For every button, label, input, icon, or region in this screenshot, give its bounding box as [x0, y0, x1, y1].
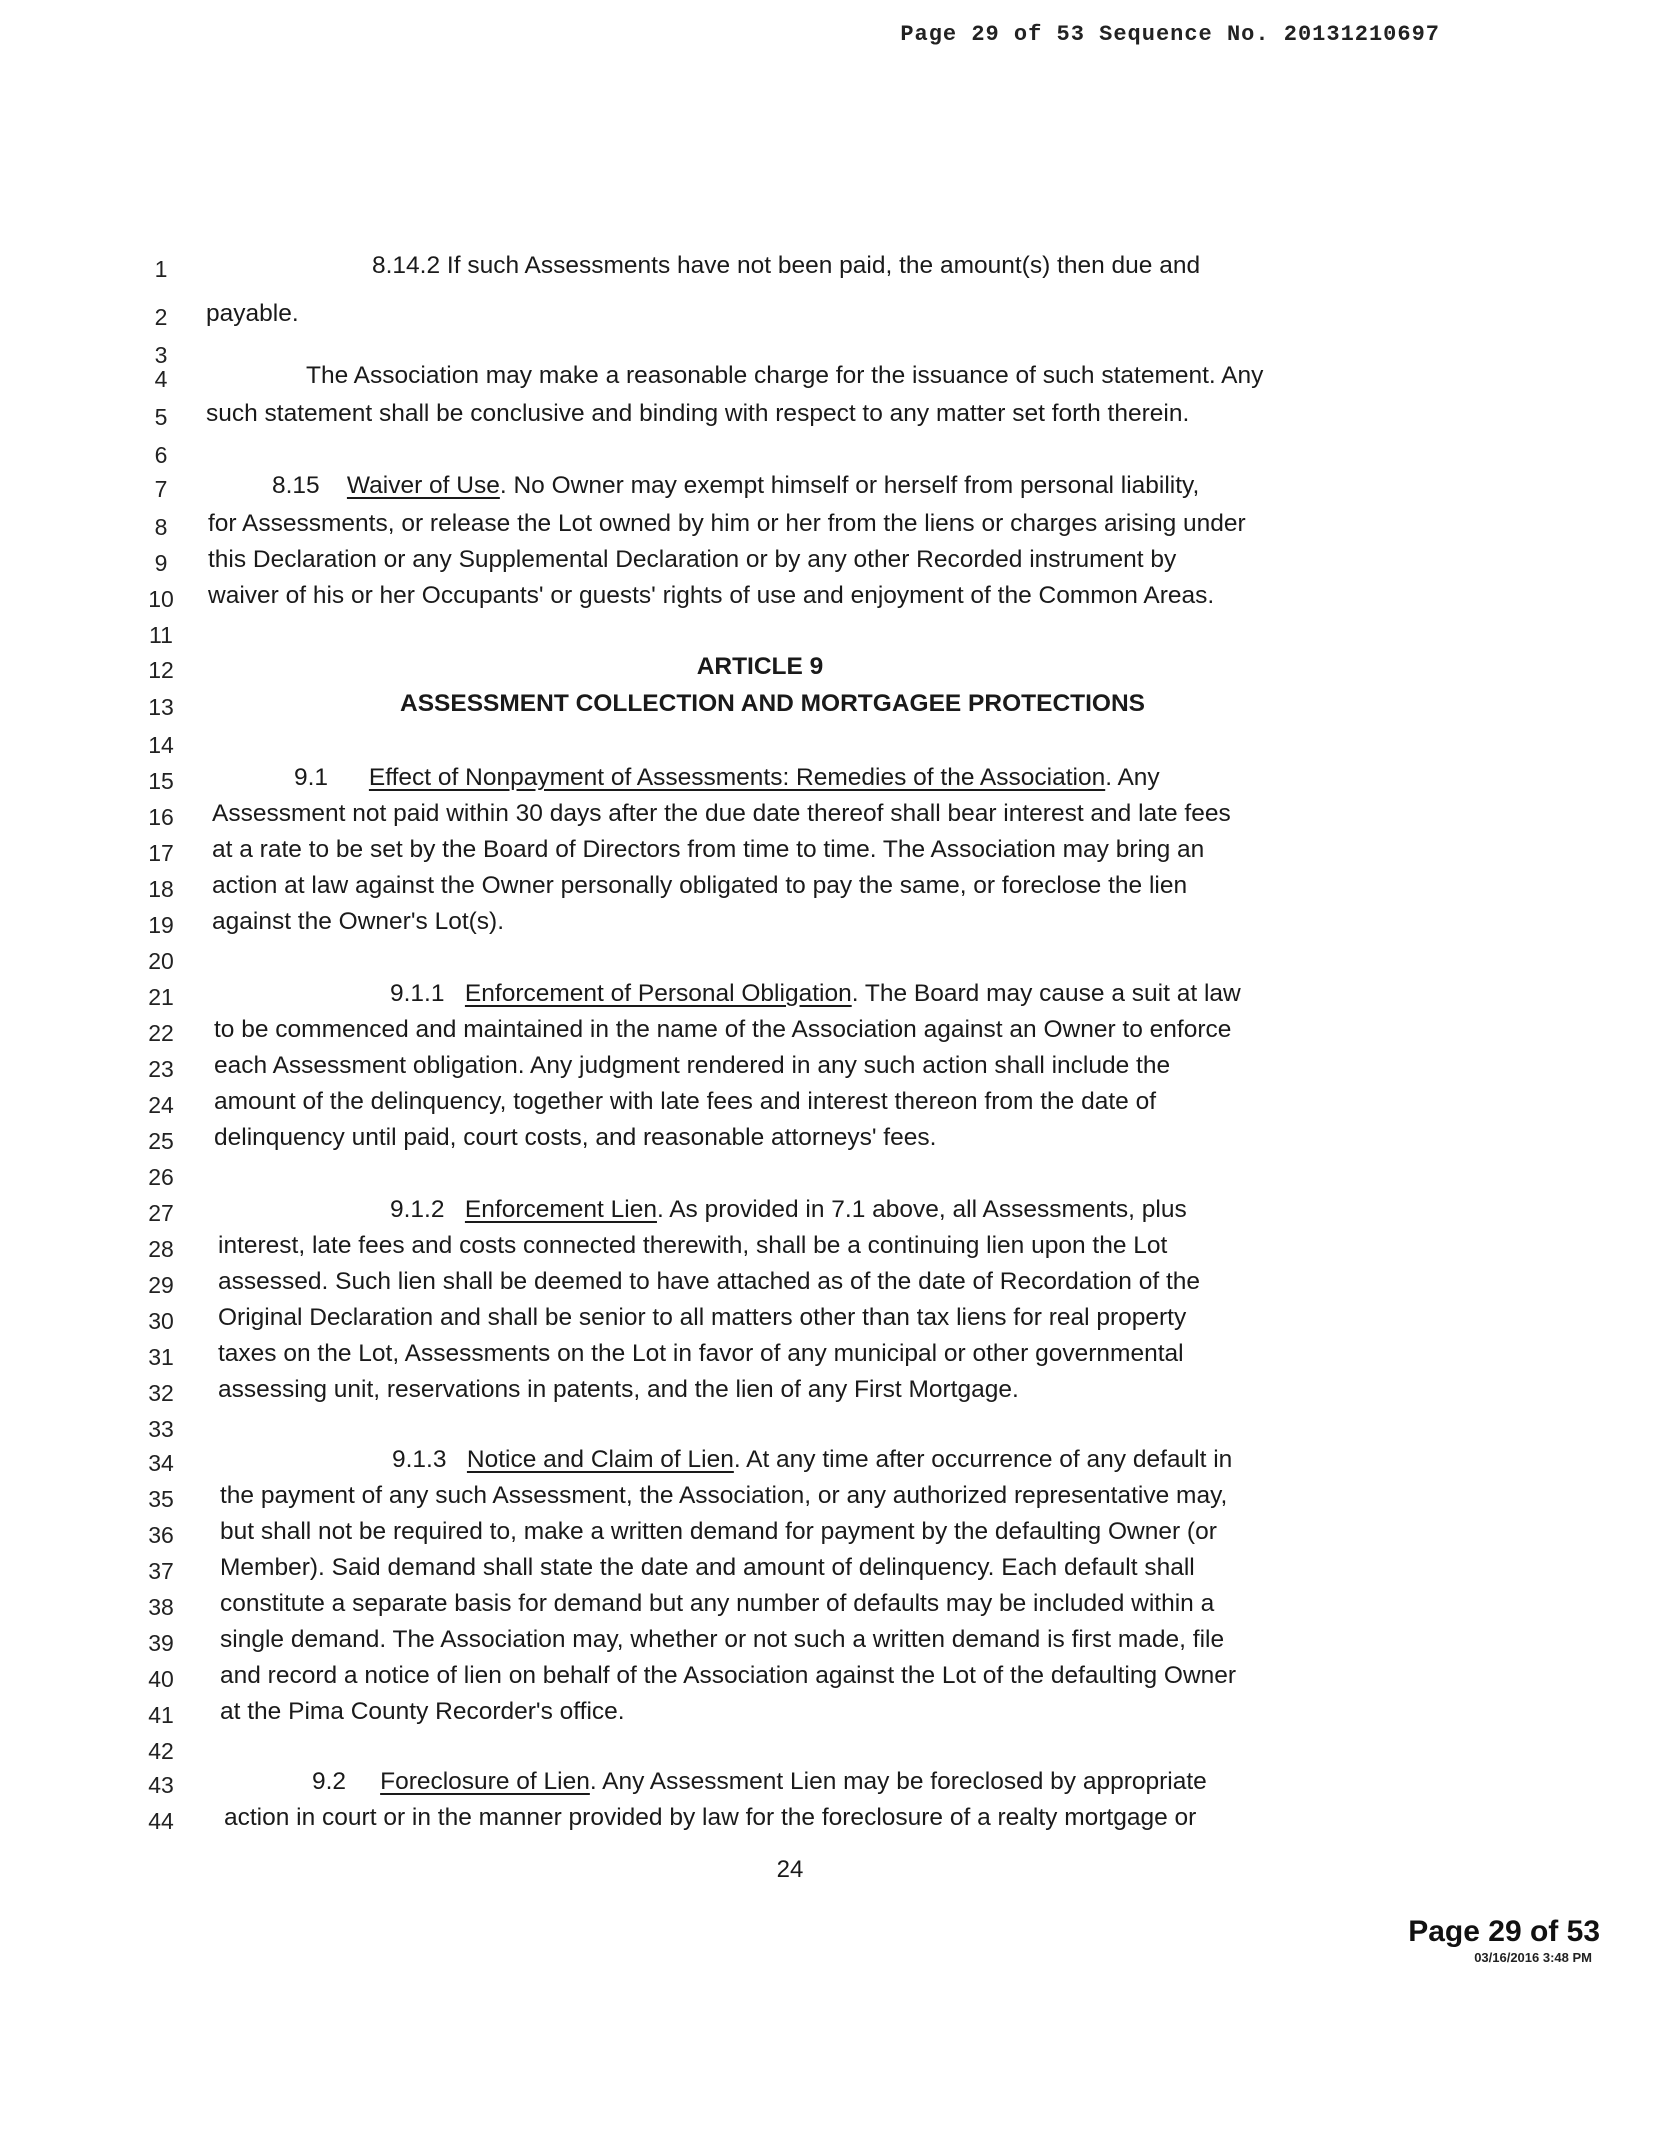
text-line-41: at the Pima County Recorder's office. — [220, 1698, 625, 1725]
line-number: 21 — [148, 984, 174, 1010]
line-number: 25 — [148, 1128, 174, 1154]
text-line-29: assessed. Such lien shall be deemed to have attached as of the date of Recordation of the — [218, 1268, 1201, 1295]
line-number: 13 — [148, 694, 174, 720]
line-number: 31 — [148, 1344, 174, 1370]
line-number: 9 — [154, 550, 168, 576]
sequence-header: Page 29 of 53 Sequence No. 20131210697 — [900, 22, 1440, 47]
line-number: 40 — [148, 1666, 174, 1692]
line-number: 29 — [148, 1272, 174, 1298]
section-number: 9.1 — [294, 764, 329, 791]
line-number: 5 — [154, 404, 168, 430]
line-number: 18 — [148, 876, 174, 902]
line-number: 6 — [154, 442, 168, 468]
section-title: Waiver of Use — [346, 472, 500, 499]
line-number: 37 — [148, 1558, 174, 1584]
line-number: 39 — [148, 1630, 174, 1656]
page-number: 24 — [776, 1856, 804, 1883]
text-line-40: and record a notice of lien on behalf of the Association against the Lot of the defaulting Owner — [220, 1662, 1237, 1689]
line-number: 3 — [154, 342, 168, 368]
section-9-1-2-line — [390, 1198, 1187, 1223]
text-line-38: constitute a separate basis for demand but any number of defaults may be included within a — [220, 1590, 1215, 1617]
text-line-2: payable. — [206, 300, 299, 327]
text-line-36: but shall not be required to, make a written demand for payment by the defaulting Owner (or — [220, 1518, 1217, 1545]
section-text: . At any time after occurrence of any default in — [733, 1446, 1233, 1473]
line-number: 28 — [148, 1236, 174, 1262]
text-line-37: Member). Said demand shall state the date and amount of delinquency. Each default shall — [220, 1554, 1195, 1581]
line-number: 23 — [148, 1056, 174, 1082]
text-line-31: taxes on the Lot, Assessments on the Lot in favor of any municipal or other governmental — [218, 1340, 1184, 1367]
text-line-17: at a rate to be set by the Board of Directors from time to time. The Association may bring an — [212, 836, 1205, 863]
section-9-2-line — [312, 1770, 1207, 1795]
line-number: 41 — [148, 1702, 174, 1728]
text-line-16: Assessment not paid within 30 days after the due date thereof shall bear interest and late fees — [212, 800, 1231, 827]
line-number: 44 — [148, 1808, 174, 1834]
text-line-30: Original Declaration and shall be senior to all matters other than tax liens for real property — [218, 1304, 1187, 1331]
line-number: 15 — [148, 768, 174, 794]
line-number: 10 — [148, 586, 174, 612]
line-number: 19 — [148, 912, 174, 938]
line-number: 4 — [154, 366, 168, 392]
line-number: 34 — [148, 1450, 174, 1476]
section-title: Effect of Nonpayment of Assessments: Remedies of the Association — [368, 764, 1106, 791]
article-number: ARTICLE 9 — [696, 653, 824, 680]
section-text: . Any Assessment Lien may be foreclosed by appropriate — [589, 1768, 1207, 1795]
section-number: 9.1.1 — [390, 980, 445, 1007]
section-number: 9.1.2 — [390, 1196, 445, 1223]
line-number: 27 — [148, 1200, 174, 1226]
text-line-9: this Declaration or any Supplemental Declaration or by any other Recorded instrument by — [208, 546, 1177, 573]
section-number: 9.2 — [312, 1768, 347, 1795]
section-number: 9.1.3 — [392, 1446, 447, 1473]
text-line-5: such statement shall be conclusive and binding with respect to any matter set forth therein. — [206, 400, 1190, 427]
text-line-32: assessing unit, reservations in patents, and the lien of any First Mortgage. — [218, 1376, 1019, 1403]
line-number: 7 — [154, 476, 168, 502]
section-text: . As provided in 7.1 above, all Assessments, plus — [656, 1196, 1187, 1223]
section-title: Enforcement of Personal Obligation — [464, 980, 852, 1007]
section-title: Notice and Claim of Lien — [466, 1446, 734, 1473]
line-number: 12 — [148, 657, 174, 683]
text-line-25: delinquency until paid, court costs, and reasonable attorneys' fees. — [214, 1124, 937, 1151]
text-line-23: each Assessment obligation. Any judgment rendered in any such action shall include the — [214, 1052, 1171, 1079]
line-number: 1 — [154, 256, 168, 282]
line-number: 38 — [148, 1594, 174, 1620]
line-number: 17 — [148, 840, 174, 866]
line-number: 26 — [148, 1164, 174, 1190]
section-title: Foreclosure of Lien — [380, 1768, 590, 1795]
section-text: . Any — [1105, 764, 1160, 791]
line-number: 20 — [148, 948, 174, 974]
line-number: 43 — [148, 1772, 174, 1798]
section-text: . No Owner may exempt himself or herself from personal liability, — [499, 472, 1200, 499]
line-number: 14 — [148, 732, 174, 758]
text-line-44: action in court or in the manner provided by law for the foreclosure of a realty mortgage or — [224, 1804, 1197, 1831]
line-number: 33 — [148, 1416, 174, 1442]
line-number: 22 — [148, 1020, 174, 1046]
text-line-22: to be commenced and maintained in the name of the Association against an Owner to enforce — [214, 1016, 1232, 1043]
line-number: 11 — [149, 622, 173, 648]
article-title: ASSESSMENT COLLECTION AND MORTGAGEE PROTECTIONS — [400, 690, 1146, 717]
line-number: 36 — [148, 1522, 174, 1548]
line-number: 30 — [148, 1308, 174, 1334]
line-number: 8 — [154, 514, 168, 540]
text-line-1: 8.14.2 If such Assessments have not been paid, the amount(s) then due and — [372, 252, 1201, 279]
section-9-1-1-line — [390, 982, 1241, 1007]
section-text: . The Board may cause a suit at law — [851, 980, 1241, 1007]
section-title: Enforcement Lien — [464, 1196, 657, 1223]
text-line-4: The Association may make a reasonable charge for the issuance of such statement. Any — [306, 362, 1264, 389]
recorder-stamp-page: Page 29 of 53 — [1408, 1915, 1600, 1948]
recorder-stamp-date: 03/16/2016 3:48 PM — [1474, 1950, 1592, 1965]
text-line-18: action at law against the Owner personally obligated to pay the same, or foreclose the lien — [212, 872, 1188, 899]
text-line-19: against the Owner's Lot(s). — [212, 908, 505, 935]
text-line-35: the payment of any such Assessment, the Association, or any authorized representative may, — [220, 1482, 1228, 1509]
section-8-15-line — [272, 474, 1199, 499]
text-line-8: for Assessments, or release the Lot owned by him or her from the liens or charges arising under — [208, 510, 1246, 537]
line-number: 35 — [148, 1486, 174, 1512]
text-line-10: waiver of his or her Occupants' or guests' rights of use and enjoyment of the Common Areas. — [208, 582, 1215, 609]
line-number: 24 — [148, 1092, 174, 1118]
line-number: 32 — [148, 1380, 174, 1406]
section-9-1-3-line — [392, 1448, 1232, 1473]
text-line-28: interest, late fees and costs connected therewith, shall be a continuing lien upon the Lot — [218, 1232, 1168, 1259]
line-number: 2 — [154, 304, 168, 330]
text-line-24: amount of the delinquency, together with late fees and interest thereon from the date of — [214, 1088, 1157, 1115]
line-number: 16 — [148, 804, 174, 830]
line-number: 42 — [148, 1738, 174, 1764]
text-line-39: single demand. The Association may, whether or not such a written demand is first made, file — [220, 1626, 1225, 1653]
section-number: 8.15 — [272, 472, 320, 499]
section-9-1-line — [294, 766, 1160, 791]
